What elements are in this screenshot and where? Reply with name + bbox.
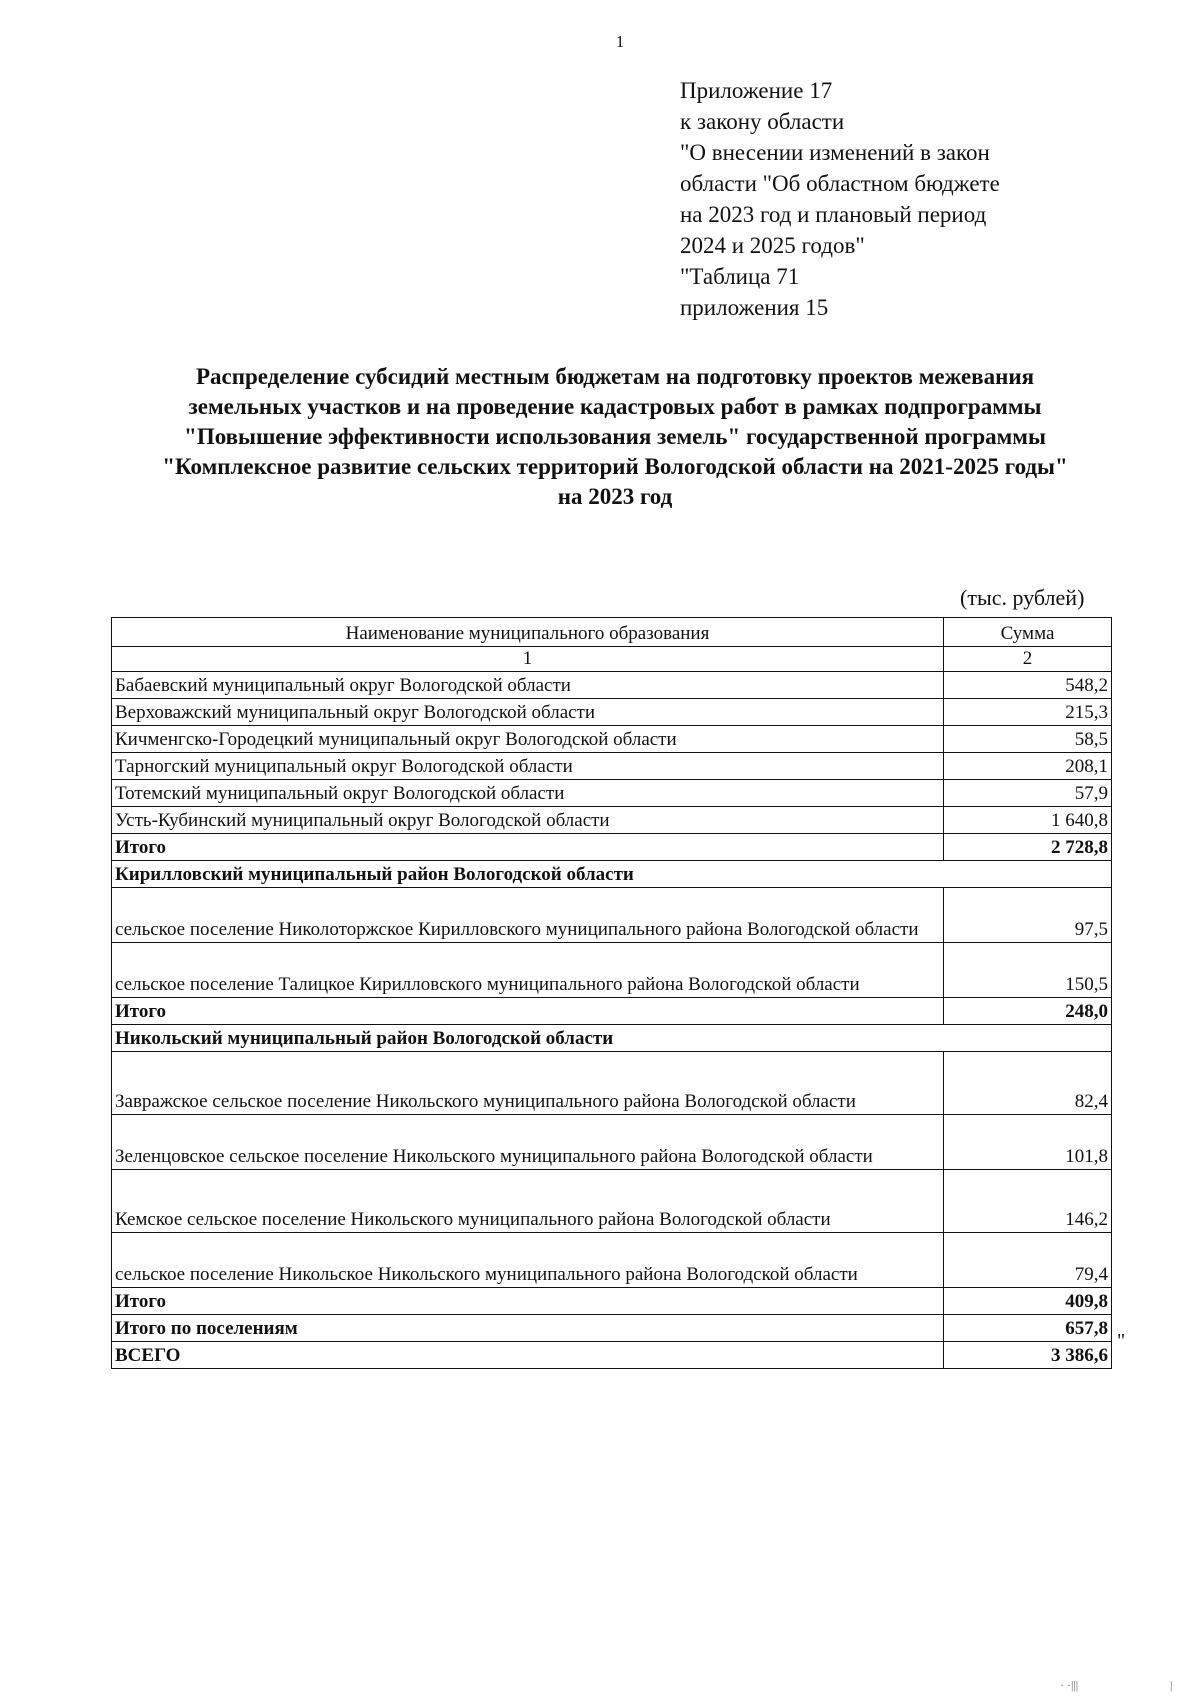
table-row: [112, 726, 1112, 753]
header-line: "О внесении изменений в закон: [680, 140, 990, 165]
scan-mark: |: [1170, 1678, 1173, 1692]
table-row: [112, 672, 1112, 699]
header-line: области "Об областном бюджете: [680, 171, 1000, 196]
grand-total-row: [112, 1342, 1112, 1369]
table-index-row: [112, 647, 1112, 672]
header-line: 2024 и 2025 годов": [680, 233, 865, 258]
table-row: [112, 780, 1112, 807]
settlements-total-row: [112, 1315, 1112, 1342]
column-index: 1: [112, 647, 944, 672]
row-name: Итого по поселениям: [112, 1315, 944, 1342]
row-value: 79,4: [944, 1233, 1112, 1288]
row-name: сельское поселение Талицкое Кирилловского муниципального района Вологодской области: [112, 943, 944, 998]
row-name: Кемское сельское поселение Никольского муниципального района Вологодской области: [112, 1170, 944, 1233]
row-value: 2 728,8: [944, 834, 1112, 861]
title-line: Распределение субсидий местным бюджетам на подготовку проектов межевания: [195, 364, 1035, 389]
column-header-sum: Сумма: [944, 618, 1112, 647]
page-number: 1: [615, 32, 625, 51]
closing-quote: ": [1117, 1330, 1126, 1352]
units-label: (тыс. рублей): [960, 585, 1085, 610]
section-header-row: [112, 861, 1112, 888]
header-line: на 2023 год и плановый период: [680, 202, 987, 227]
row-value: 657,8: [944, 1315, 1112, 1342]
row-value: 146,2: [944, 1170, 1112, 1233]
header-line: к закону области: [680, 109, 845, 134]
row-value: 58,5: [944, 726, 1112, 753]
table-row: [112, 943, 1112, 998]
subtotal-row: [112, 1288, 1112, 1315]
header-line: приложения 15: [680, 295, 829, 320]
document-title: [100, 362, 1130, 512]
table-row: [112, 888, 1112, 943]
subtotal-row: [112, 834, 1112, 861]
row-value: 3 386,6: [944, 1342, 1112, 1369]
row-value: 150,5: [944, 943, 1112, 998]
row-name: Усть-Кубинский муниципальный округ Вологодской области: [112, 807, 944, 834]
header-line: Приложение 17: [680, 78, 833, 103]
table-row: [112, 807, 1112, 834]
title-line: "Повышение эффективности использования земель" государственной программы: [184, 424, 1046, 449]
appendix-header: [680, 75, 1000, 323]
row-name: Зеленцовское сельское поселение Никольского муниципального района Вологодской области: [112, 1115, 944, 1170]
row-name: Завражское сельское поселение Никольского муниципального района Вологодской области: [112, 1052, 944, 1115]
row-name: Верховажский муниципальный округ Вологодской области: [112, 699, 944, 726]
row-name: ВСЕГО: [112, 1342, 944, 1369]
scan-mark: · ·|||: [1060, 1678, 1079, 1692]
row-value: 208,1: [944, 753, 1112, 780]
row-name: Тотемский муниципальный округ Вологодской области: [112, 780, 944, 807]
subsidy-table: [111, 617, 1112, 1369]
row-name: сельское поселение Никольское Никольского муниципального района Вологодской области: [112, 1233, 944, 1288]
row-name: Кичменгско-Городецкий муниципальный округ Вологодской области: [112, 726, 944, 753]
section-header-row: [112, 1025, 1112, 1052]
row-name: Тарногский муниципальный округ Вологодской области: [112, 753, 944, 780]
row-value: 215,3: [944, 699, 1112, 726]
table-row: [112, 1170, 1112, 1233]
row-value: 97,5: [944, 888, 1112, 943]
column-header-name: Наименование муниципального образования: [112, 618, 944, 647]
header-line: "Таблица 71: [680, 264, 800, 289]
subtotal-row: [112, 998, 1112, 1025]
table-row: [112, 753, 1112, 780]
section-title: Кирилловский муниципальный район Вологодской области: [112, 861, 1112, 888]
row-name: Итого: [112, 998, 944, 1025]
section-title: Никольский муниципальный район Вологодской области: [112, 1025, 1112, 1052]
row-value: 248,0: [944, 998, 1112, 1025]
row-name: Итого: [112, 834, 944, 861]
row-name: сельское поселение Николоторжское Кирилловского муниципального района Вологодской области: [112, 888, 944, 943]
row-value: 1 640,8: [944, 807, 1112, 834]
title-line: земельных участков и на проведение кадастровых работ в рамках подпрограммы: [188, 394, 1042, 419]
table-row: [112, 1233, 1112, 1288]
table-header-row: [112, 618, 1112, 647]
column-index: 2: [944, 647, 1112, 672]
table-row: [112, 699, 1112, 726]
row-value: 101,8: [944, 1115, 1112, 1170]
row-name: Бабаевский муниципальный округ Вологодской области: [112, 672, 944, 699]
table-row: [112, 1115, 1112, 1170]
title-line: на 2023 год: [557, 484, 673, 509]
row-value: 57,9: [944, 780, 1112, 807]
row-value: 548,2: [944, 672, 1112, 699]
row-name: Итого: [112, 1288, 944, 1315]
row-value: 409,8: [944, 1288, 1112, 1315]
row-value: 82,4: [944, 1052, 1112, 1115]
table-row: [112, 1052, 1112, 1115]
title-line: "Комплексное развитие сельских территорий Вологодской области на 2021-2025 годы": [162, 454, 1068, 479]
